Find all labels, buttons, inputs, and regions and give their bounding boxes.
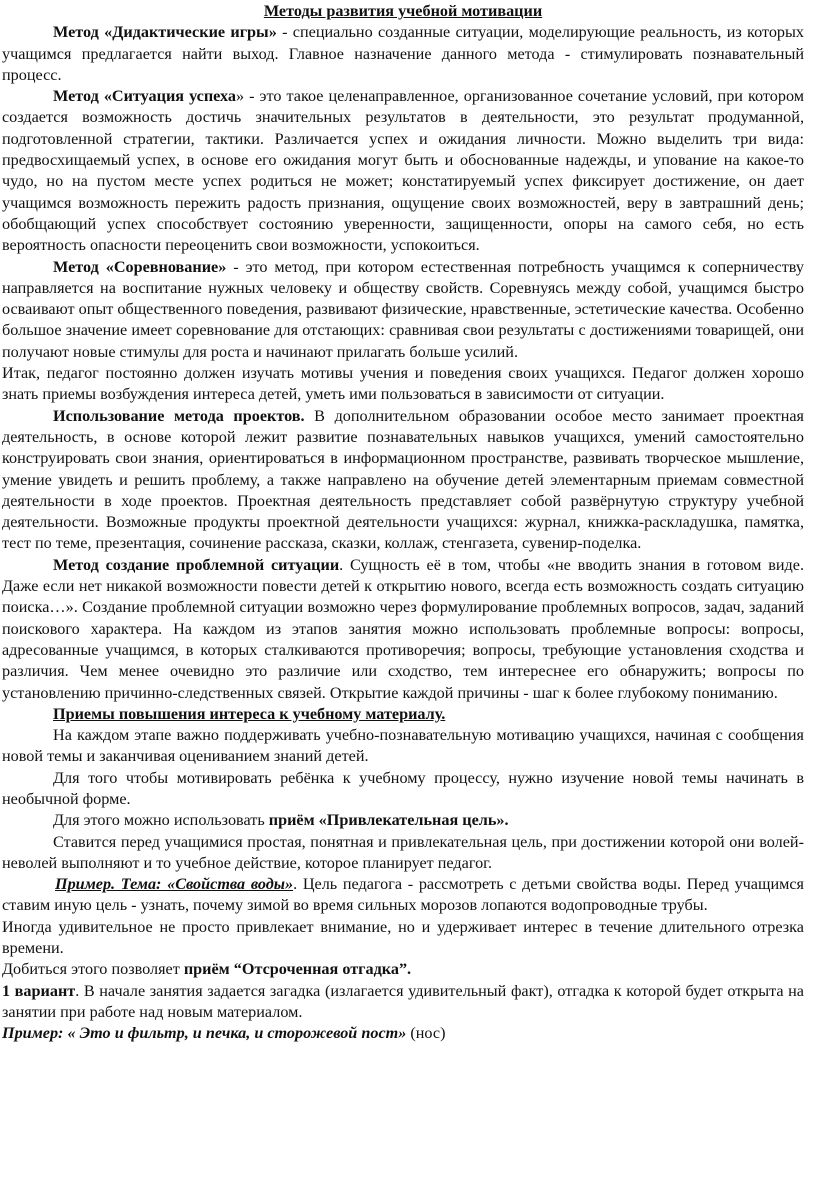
term-projects: Использование метода проектов.	[53, 406, 305, 425]
term-didactic-games: Метод «Дидактические игры»	[53, 23, 277, 42]
heading-interest-techniques: Приемы повышения интереса к учебному материалу.	[53, 704, 446, 723]
text-problem-situation: . Сущность её в том, чтобы «не вводить знания в готовом виде. Даже если нет никакой возможности повести детей к открытию нового, всегда есть возможность создать ситуацию поиска…». Создание проблемной ситуации возможно через формулирование проблемных вопросов, задач, заданий поискового характера. На каждом из этапов занятия можно использовать проблемные вопросы: вопросы, адресованные учащимся, в которых сталкиваются противоречия; вопросы, требующие установления сходства и различия. Чем менее очевидно это различие или сходство, тем интереснее его обнаружить; вопросы по установлению причинно-следственных связей. Открытие каждой причины - шаг к более глубокому пониманию.	[2, 555, 804, 702]
paragraph-summary	[2, 363, 804, 406]
paragraph-projects	[2, 406, 804, 555]
paragraph-didactic-games	[2, 22, 804, 86]
text-example-water: . Цель педагога - рассмотреть с детьми свойства воды. Перед учащимся ставим иную цель - узнать, почему зимой во время сильных морозов лопаются водопроводные трубы.	[2, 875, 804, 915]
term-attractive-goal: приём «Привлекательная цель».	[268, 811, 509, 830]
paragraph-surprise	[2, 917, 804, 960]
paragraph-unusual-form	[2, 768, 804, 811]
term-success-situation: Метод «Ситуация успеха	[53, 87, 237, 106]
paragraph-attractive-goal-intro	[2, 810, 804, 831]
paragraph-variant-1	[2, 981, 804, 1024]
text-didactic-games: - специально созданные ситуации, моделирующие реальность, из которых учащимся предлагается найти выход. Главное назначение данного метода - стимулировать познавательный процесс.	[2, 23, 804, 84]
text-summary: Итак, педагог постоянно должен изучать мотивы учения и поведения своих учащихся. Педагог должен хорошо знать приемы возбуждения интереса детей, уметь ими пользоваться в зависимости от ситуации.	[2, 364, 804, 404]
text-success-situation: » - это такое целенаправленное, организованное сочетание условий, при котором создается возможность достичь значительных результатов в деятельности, это результат продуманной, подготовленной стратегии, тактики. Различается успех и ожидания личности. Можно выделить три вида: предвосхищаемый успех, в основе его ожидания могут быть и обоснованные надежды, и упование на какое-то чудо, но на пустом месте успех родиться не может; констатируемый успех фиксирует достижение, он дает учащимся возможность пережить радость признания, ощущение своих возможностей, веру в завтрашний день; обобщающий успех способствует состоянию уверенности, защищенности, опоры на самого себя, но есть вероятность опасности переоценить свои возможности, успокоиться.	[2, 87, 804, 255]
text-surprise: Иногда удивительное не просто привлекает внимание, но и удерживает интерес в течение длительного отрезка времени.	[2, 917, 804, 958]
paragraph-example-nose	[2, 1023, 804, 1044]
term-competition: Метод «Соревнование»	[53, 257, 227, 276]
text-example-nose: (нос)	[406, 1024, 446, 1043]
paragraph-example-water	[2, 874, 804, 917]
text-attractive-goal: Ставится перед учащимися простая, понятная и привлекательная цель, при достижении которой они волей-неволей выполняют и то учебное действие, которое планирует педагог.	[2, 832, 804, 872]
term-delayed-answer: приём “Отсроченная отгадка”.	[183, 960, 412, 979]
section-heading-interest	[2, 704, 804, 725]
term-variant-1: 1 вариант	[2, 981, 76, 1000]
paragraph-success-situation	[2, 86, 804, 256]
paragraph-problem-situation	[2, 555, 804, 704]
text-attractive-goal-intro: Для этого можно использовать	[53, 811, 269, 830]
label-example-nose: Пример: « Это и фильтр, и печка, и сторожевой пост»	[2, 1024, 407, 1043]
text-delayed-answer-intro: Добиться этого позволяет	[2, 960, 184, 979]
text-projects: В дополнительном образовании особое место занимает проектная деятельность, в основе которой лежит развитие познавательных навыков учащихся, умений самостоятельно конструировать свои знания, ориентироваться в информационном пространстве, развивать творческое мышление, умение увидеть и решить проблему, а также направлено на обучение детей элементарным приемам совместной деятельности в ходе проектов. Проектная деятельность представляет собой развёрнутую структуру учебной деятельности. Возможные продукты проектной деятельности учащихся: журнал, книжка-раскладушка, памятка, тест по теме, презентация, сочинение рассказа, сказки, коллаж, стенгазета, сувенир-поделка.	[2, 406, 804, 553]
label-example-water: Пример. Тема: «Свойства воды»	[55, 875, 294, 894]
document-title: Методы развития учебной мотивации	[263, 2, 543, 20]
text-unusual-form: Для того чтобы мотивировать ребёнка к учебному процессу, нужно изучение новой темы начинать в необычной форме.	[2, 768, 804, 808]
paragraph-attractive-goal	[2, 832, 804, 875]
term-problem-situation: Метод создание проблемной ситуации	[53, 555, 340, 574]
paragraph-delayed-answer-intro	[2, 959, 804, 980]
text-variant-1: . В начале занятия задается загадка (излагается удивительный факт), отгадка к которой будет открыта на занятии при работе над новым материалом.	[2, 981, 804, 1021]
text-motivation-stages: На каждом этапе важно поддерживать учебно-познавательную мотивацию учащихся, начиная с сообщения новой темы и заканчивая оцениванием знаний детей.	[2, 726, 804, 766]
paragraph-motivation-stages	[2, 725, 804, 768]
text-competition: - это метод, при котором естественная потребность учащимся к соперничеству направляется на воспитание нужных человеку и обществу свойств. Соревнуясь между собой, учащимся быстро осваивают опыт общественного поведения, развивают физические, нравственные, эстетические качества. Особенно большое значение имеет соревнование для отстающих: сравнивая свои результаты с достижениями товарищей, они получают новые стимулы для роста и начинают прилагать больше усилий.	[2, 257, 804, 361]
paragraph-competition	[2, 257, 804, 363]
